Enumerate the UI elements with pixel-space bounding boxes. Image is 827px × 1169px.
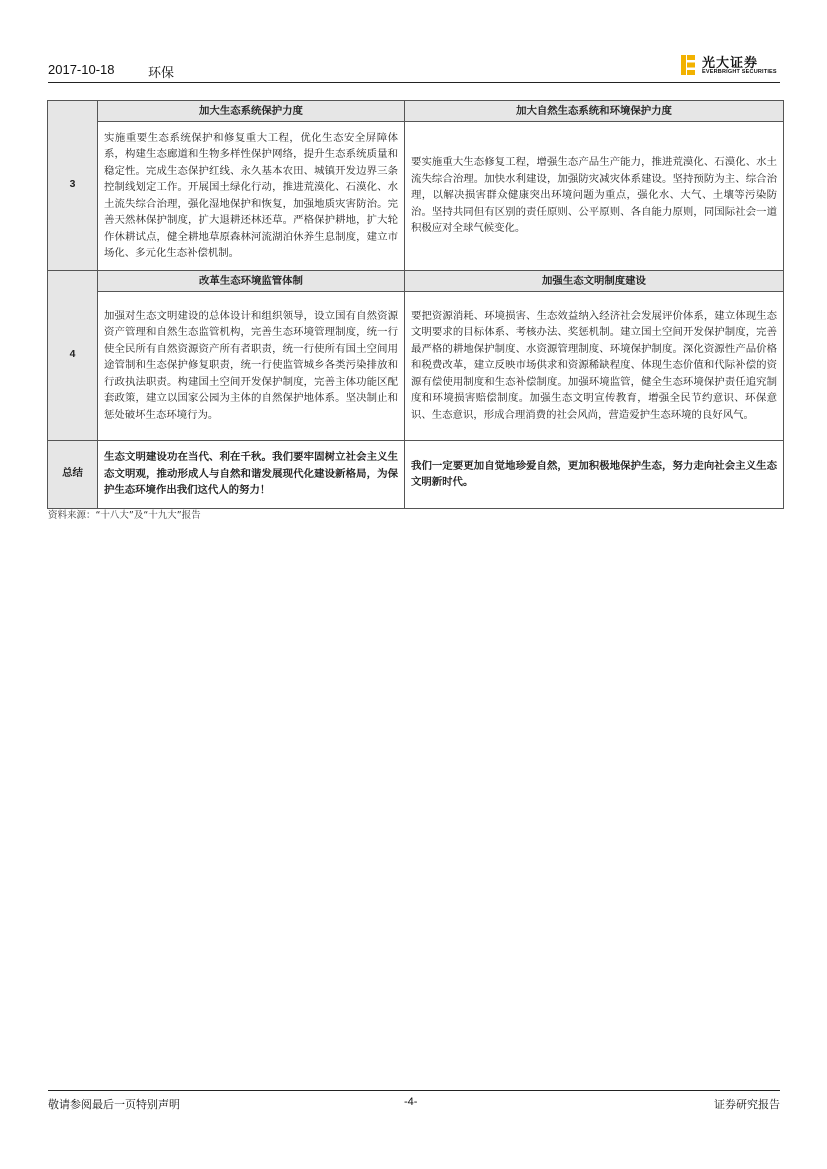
cell-left-text: 加强对生态文明建设的总体设计和组织领导，设立国有自然资源资产管理和自然生态监管机构，完善生态环境管理制度，统一行使全民所有自然资源资产所有者职责，统一行使所有国土空间用途管制和生态保护修复职责，统一行使监管城乡各类污染排放和行政执法职责。构建国土空间开发保护制度，完善主体功能区配套政策，建立以国家公园为主体的自然保护地体系。坚决制止和惩处破坏生态环境行为。 <box>98 292 405 441</box>
everbright-logo-icon <box>680 54 696 76</box>
table-header-row <box>48 271 784 292</box>
summary-label: 总结 <box>48 441 98 509</box>
comparison-table <box>47 100 784 509</box>
page-number: -4- <box>404 1096 418 1108</box>
cell-left-text: 实施重要生态系统保护和修复重大工程，优化生态安全屏障体系，构建生态廊道和生物多样性保护网络，提升生态系统质量和稳定性。完成生态保护红线、永久基本农田、城镇开发边界三条控制线划定工作。开展国土绿化行动，推进荒漠化、石漠化、水土流失综合治理，强化湿地保护和恢复，加强地质灾害防治。完善天然林保护制度，扩大退耕还林还草。严格保护耕地，扩大轮作休耕试点，健全耕地草原森林河流湖泊休养生息制度，建立市场化、多元化生态补偿机制。 <box>98 122 405 271</box>
report-type: 证券研究报告 <box>714 1098 780 1111</box>
report-date: 2017-10-18 <box>48 62 115 77</box>
summary-row <box>48 441 784 509</box>
table-row <box>48 292 784 441</box>
cell-right-text: 要把资源消耗、环境损害、生态效益纳入经济社会发展评价体系，建立体现生态文明要求的目标体系、考核办法、奖惩机制。建立国土空间开发保护制度，完善最严格的耕地保护制度、水资源管理制度、环境保护制度。深化资源性产品价格和税费改革，建立反映市场供求和资源稀缺程度、体现生态价值和代际补偿的资源有偿使用制度和生态补偿制度。加强环境监管，健全生态环境保护责任追究制度和环境损害赔偿制度。加强生态文明宣传教育，增强全民节约意识、环保意识、生态意识，形成合理消费的社会风尚，营造爱护生态环境的良好风气。 <box>405 292 784 441</box>
logo-name-cn: 光大证券 <box>702 56 759 71</box>
report-category: 环保 <box>148 66 175 81</box>
source-note: 资料来源：“十八大”及“十九大”报告 <box>48 510 201 521</box>
table-row <box>48 122 784 271</box>
row-number: 3 <box>48 101 98 271</box>
summary-left-text: 生态文明建设功在当代、利在千秋。我们要牢固树立社会主义生态文明观，推动形成人与自然和谐发展现代化建设新格局，为保护生态环境作出我们这代人的努力！ <box>98 441 405 509</box>
page-header <box>48 52 780 82</box>
cell-right-text: 要实施重大生态修复工程，增强生态产品生产能力，推进荒漠化、石漠化、水土流失综合治理。加快水利建设，加强防灾减灾体系建设。坚持预防为主、综合治理，以解决损害群众健康突出环境问题为重点，强化水、大气、土壤等污染防治。坚持共同但有区别的责任原则、公平原则、各自能力原则，同国际社会一道积极应对全球气候变化。 <box>405 122 784 271</box>
column-title-right: 加强生态文明制度建设 <box>405 271 784 292</box>
column-title-right: 加大自然生态系统和环境保护力度 <box>405 101 784 122</box>
company-logo <box>680 52 780 80</box>
header-divider <box>48 82 780 83</box>
column-title-left: 加大生态系统保护力度 <box>98 101 405 122</box>
footer-divider <box>48 1090 780 1091</box>
table-header-row <box>48 101 784 122</box>
disclaimer-note: 敬请参阅最后一页特别声明 <box>48 1098 180 1111</box>
column-title-left: 改革生态环境监管体制 <box>98 271 405 292</box>
logo-name-en: EVERBRIGHT SECURITIES <box>702 69 777 75</box>
summary-right-text: 我们一定要更加自觉地珍爱自然，更加积极地保护生态，努力走向社会主义生态文明新时代。 <box>405 441 784 509</box>
row-number: 4 <box>48 271 98 441</box>
